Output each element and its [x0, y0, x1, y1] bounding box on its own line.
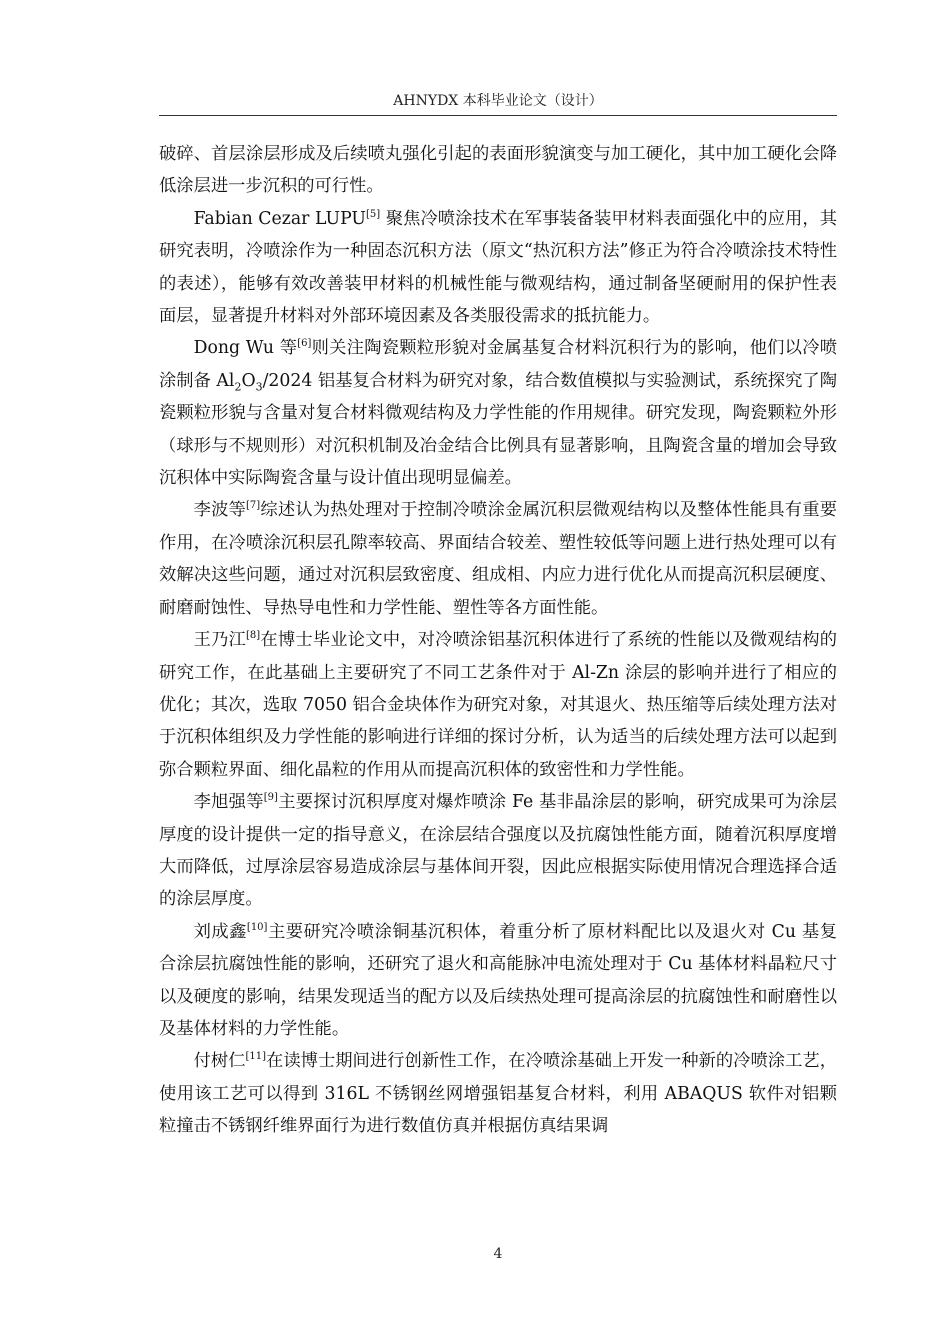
citation: [8] [246, 630, 261, 642]
paragraph-text: /2024 铝基复合材料为研究对象，结合数值模拟与实验测试，系统探究了陶瓷颗粒形貌与含量对复合材料微观结构及力学性能的作用规律。研究发现，陶瓷颗粒外形（球形与不规则形）对沉积机制及冶金结合比例具有显著影响，且陶瓷含量的增加会导致沉积体中实际陶瓷含量与设计值出现明显偏差。 [159, 370, 837, 489]
author: 刘成鑫 [193, 921, 247, 942]
subscript: 2 [234, 380, 242, 394]
citation: [10] [246, 921, 268, 933]
paragraph [159, 203, 837, 333]
paragraph-text: 则关注陶瓷颗粒形貌对金属基复合材料沉积行为的影响，他们以冷喷涂制备 Al [159, 338, 837, 391]
formula-text: O [241, 370, 256, 391]
paragraph [159, 786, 837, 916]
paragraph [159, 138, 837, 203]
page-header: AHNYDX 本科毕业论文（设计） [393, 93, 603, 109]
author: 付树仁 [193, 1051, 246, 1072]
author: 李旭强等 [193, 792, 264, 813]
paragraph [159, 494, 837, 624]
body-text [159, 138, 837, 1143]
paragraph [159, 624, 837, 786]
paragraph-text: 在博士毕业论文中，对冷喷涂铝基沉积体进行了系统的性能以及微观结构的研究工作，在此基础上主要研究了不同工艺条件对于 Al-Zn 涂层的影响并进行了相应的优化；其次，选取 7050 铝合金块体作为研究对象，对其退火、热压缩等后续处理方法对于沉积体组织及力学性能的影响进行详细的探讨分析，认为适当的后续处理方法可以起到弥合颗粒界面、细化晶粒的作用从而提高沉积体的致密性和力学性能。 [159, 630, 837, 780]
author: Fabian Cezar LUPU [193, 208, 366, 229]
citation: [5] [365, 209, 381, 221]
header-rule [159, 115, 837, 116]
paragraph-text: 主要探讨沉积厚度对爆炸喷涂 Fe 基非晶涂层的影响，研究成果可为涂层厚度的设计提供一定的指导意义，在涂层结合强度以及抗腐蚀性能方面，随着沉积厚度增大而降低，过厚涂层容易造成涂层与基体间开裂，因此应根据实际使用情况合理选择合适的涂层厚度。 [159, 792, 837, 910]
citation: [9] [263, 792, 278, 804]
citation: [6] [297, 338, 312, 350]
paragraph-text: 综述认为热处理对于控制冷喷涂金属沉积层微观结构以及整体性能具有重要作用，在冷喷涂沉积层孔隙率较高、界面结合较差、塑性较低等问题上进行热处理可以有效解决这些问题，通过对沉积层致密度、组成相、内应力进行优化从而提高沉积层硬度、耐磨耐蚀性、导热导电性和力学性能、塑性等各方面性能。 [159, 500, 837, 618]
page-number: 4 [493, 1246, 503, 1262]
citation: [11] [245, 1051, 267, 1063]
author: 李波等 [193, 500, 247, 521]
paragraph [159, 332, 837, 494]
author: 王乃江 [193, 630, 247, 651]
paragraph-text: 主要研究冷喷涂铜基沉积体，着重分析了原材料配比以及退火对 Cu 基复合涂层抗腐蚀性能的影响，还研究了退火和高能脉冲电流处理对于 Cu 基体材料晶粒尺寸以及硬度的影响，结果发现适当的配方以及后续热处理可提高涂层的抗腐蚀性和耐磨性以及基体材料的力学性能。 [159, 921, 837, 1039]
paragraph [159, 1045, 837, 1142]
citation: [7] [246, 500, 261, 512]
paragraph-text: 破碎、首层涂层形成及后续喷丸强化引起的表面形貌演变与加工硬化，其中加工硬化会降低涂层进一步沉积的可行性。 [159, 144, 837, 197]
author: Dong Wu 等 [193, 338, 298, 359]
subscript: 3 [255, 380, 263, 394]
paragraph-text: 在读博士期间进行创新性工作，在冷喷涂基础上开发一种新的冷喷涂工艺，使用该工艺可以得到 316L 不锈钢丝网增强铝基复合材料，利用 ABAQUS 软件对铝颗粒撞击不锈钢纤维界面行为进行数值仿真并根据仿真结果调 [159, 1051, 837, 1137]
paragraph-text: 聚焦冷喷涂技术在军事装备装甲材料表面强化中的应用，其研究表明，冷喷涂作为一种固态沉积方法（原文“热沉积方法”修正为符合冷喷涂技术特性的表述），能够有效改善装甲材料的机械性能与微观结构，通过制备坚硬耐用的保护性表面层，显著提升材料对外部环境因素及各类服役需求的抵抗能力。 [159, 208, 837, 327]
paragraph [159, 916, 837, 1046]
